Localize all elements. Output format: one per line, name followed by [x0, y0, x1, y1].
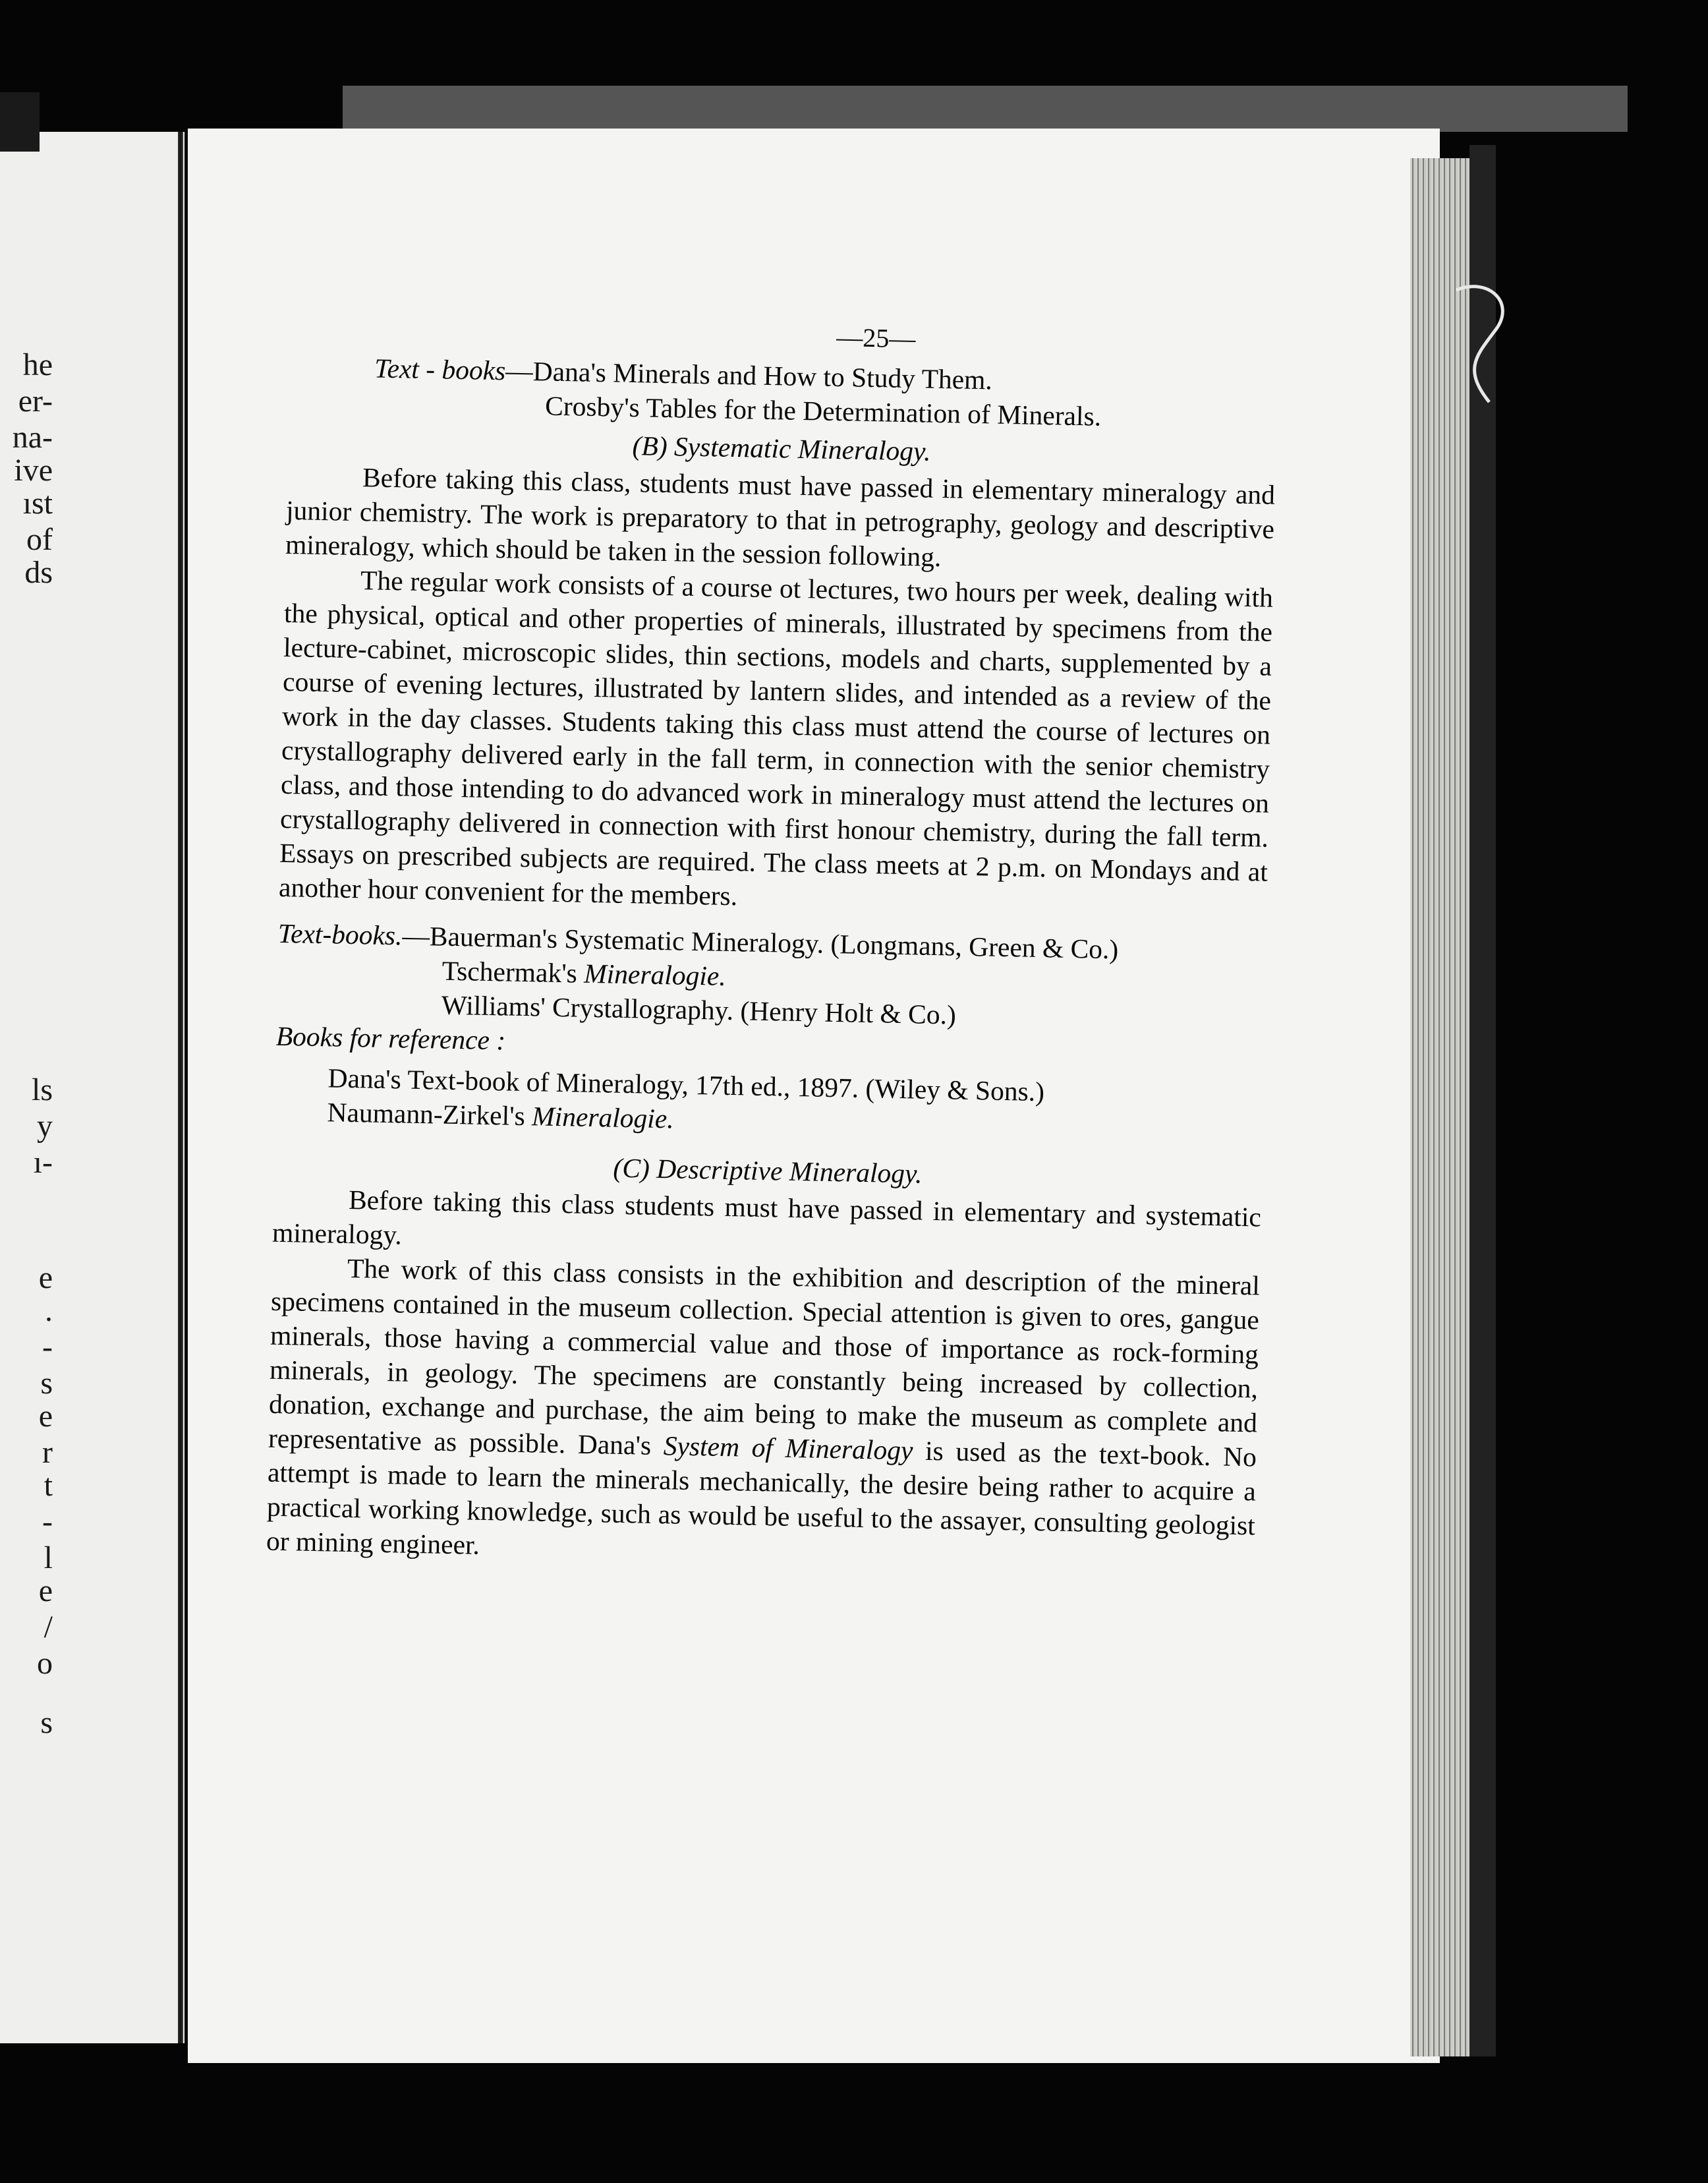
textbooks-a-line1: —Dana's Minerals and How to Study Them.	[505, 355, 993, 395]
tschermak-title: Mineralogie.	[583, 958, 727, 991]
section-c-para2-b: is used as the text-book. No attempt is made to learn the minerals mechanically, the desire being rather to acquire a practical working knowledge, such as would be useful to the assayer, consulting geologist or mining engineer.	[266, 1435, 1257, 1560]
section-c-title: Descriptive Mineralogy.	[656, 1153, 923, 1189]
fragment: ive	[14, 453, 53, 488]
fragment: e	[38, 1573, 53, 1608]
fragment: e	[38, 1260, 53, 1295]
fragment: y	[37, 1109, 53, 1144]
section-c-letter: (C)	[613, 1152, 650, 1184]
fragment: ds	[24, 555, 53, 590]
reference-line1: Dana's Text-book of Mineralogy, 17th ed., 1897. (Wiley & Sons.)	[327, 1062, 1045, 1107]
naumann-text: Naumann-Zirkel's	[327, 1097, 532, 1132]
section-b-letter: (B)	[632, 430, 668, 462]
fragment: e	[38, 1399, 53, 1434]
fragment: he	[22, 347, 53, 382]
section-b-textbooks-line3: Williams' Crystallography. (Henry Holt & Co.)	[441, 989, 957, 1030]
fragment: s	[40, 1366, 53, 1401]
page-stack-edges	[1410, 158, 1469, 2056]
facing-page-shadow	[0, 92, 40, 152]
fragment: r	[42, 1435, 53, 1470]
fragment: -	[42, 1329, 53, 1364]
book-cover-edge	[1469, 145, 1496, 2056]
fragment: na-	[12, 420, 53, 455]
fragment: -	[42, 1504, 53, 1539]
fragment: o	[37, 1646, 53, 1681]
page-top-shadow	[343, 86, 1628, 132]
textbooks-a-label: Text - books	[374, 353, 506, 386]
fragment: ls	[31, 1072, 53, 1107]
fragment: s	[40, 1705, 53, 1740]
textbooks-a-line2: Crosby's Tables for the Determination of Minerals.	[544, 390, 1102, 432]
fragment: t	[43, 1468, 53, 1503]
fragment: /	[43, 1610, 53, 1645]
section-c-para2-a: The work of this class consists in the exhibition and description of the mineral specimens contained in the museum collection. Special attention is given to ores, gangue minerals, those having a commercial value and those of importance as rock-forming minerals, in geology. The specimens are constantly being increased by collection, donation, exchange and purchase, the aim being to make the museum as complete and representative as possible. Dana's	[268, 1252, 1261, 1461]
section-b-title: Systematic Mineralogy.	[673, 431, 931, 467]
reference-label: Books for reference :	[275, 1020, 506, 1056]
bookmark-thread-icon	[1450, 277, 1529, 409]
page-text	[266, 310, 1278, 1577]
dana-system-title: System of Mineralogy	[663, 1430, 913, 1466]
naumann-title: Mineralogie.	[531, 1101, 675, 1134]
tschermak-text: Tschermak's	[441, 955, 584, 989]
fragment: ıst	[22, 486, 53, 521]
section-b-para2: The regular work consists of a course ot lectures, two hours per week, dealing with the physical, optical and other properties of minerals, illustrated by specimens from the lecture-cabinet, microscopic slides, thin sections, models and charts, supplemented by a course of evening lectures, illustrated by lantern slides, and intended as a review of the work in the day classes. Students taking this class must attend the course of lectures on crystallography delivered early in the fall term, in connection with the senior chemistry class, and those intending to do advanced work in mineralogy must attend the lectures on crystallography delivered in connection with first honour chemistry, during the fall term. Essays on prescribed subjects are required. The class meets at 2 p.m. on Mondays and at another hour convenient for the members.	[278, 565, 1274, 912]
fragment: of	[26, 522, 53, 557]
section-b-textbooks-line1: —Bauerman's Systematic Mineralogy. (Longmans, Green & Co.)	[402, 920, 1119, 965]
section-b-para1: Before taking this class, students must have passed in elementary mineralogy and junior chemistry. The work is preparatory to that in petrography, geology and descriptive mineralogy, which should be taken in the session following.	[285, 462, 1276, 573]
page-number: —25—	[836, 322, 916, 354]
fragment: .	[45, 1293, 53, 1328]
fragment: er-	[18, 384, 53, 419]
section-b-textbooks-label: Text-books.	[277, 917, 403, 951]
book-gutter	[178, 132, 183, 2043]
fragment: l	[43, 1540, 53, 1575]
section-c-para1: Before taking this class students must have passed in elementary and systematic mineralogy.	[271, 1184, 1262, 1250]
fragment: ı-	[33, 1145, 53, 1180]
section-c-para2	[266, 1250, 1261, 1577]
